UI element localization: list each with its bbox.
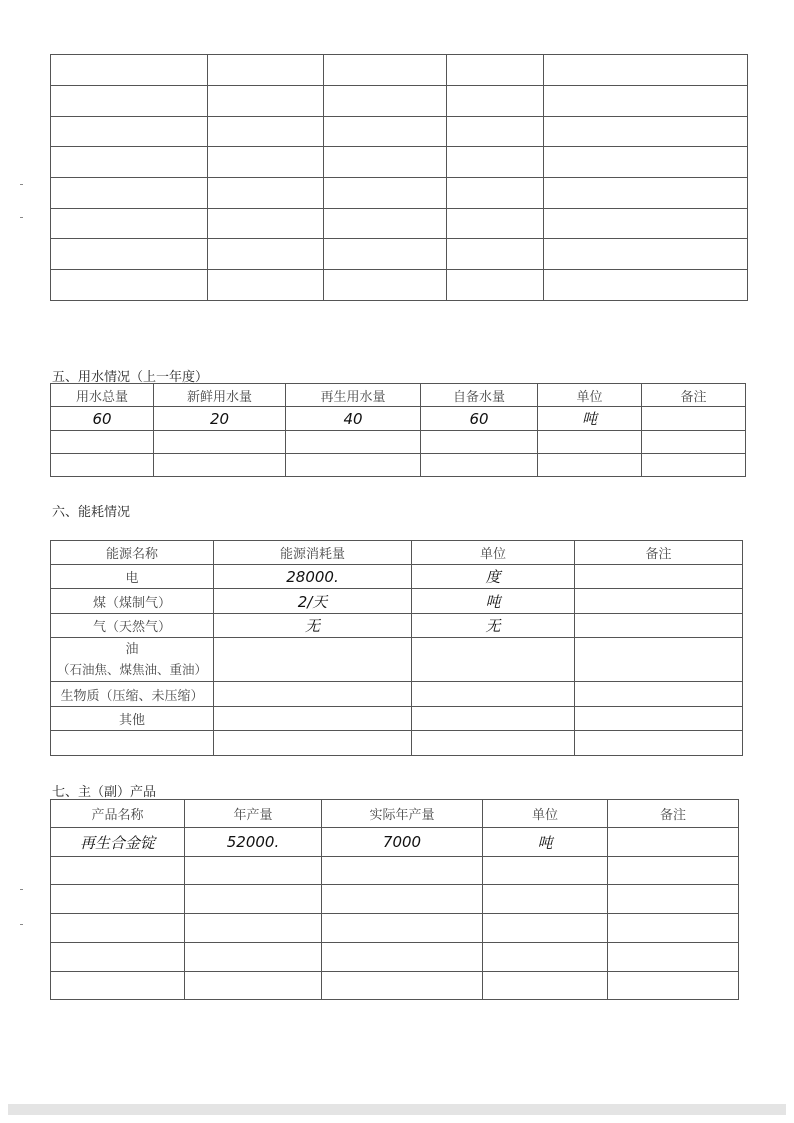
product-remarks-value [608,828,739,857]
header-annual-output: 年产量 [185,800,322,828]
table-cell [324,86,447,117]
table-cell [185,943,322,972]
table-cell [185,914,322,943]
table-cell [51,117,208,147]
header-self-supplied-water: 自备水量 [421,384,538,407]
table-cell [447,239,544,270]
fresh-water-value: 20 [154,407,286,431]
table-cell [483,972,608,1000]
product-name-value: 再生合金锭 [51,828,185,857]
table-cell [483,885,608,914]
table-cell [575,565,743,589]
table-cell [51,55,208,86]
table-cell [421,431,538,454]
header-remarks: 备注 [642,384,746,407]
table-cell [538,431,642,454]
table-cell [214,638,412,682]
scan-edge-bar [8,1104,786,1115]
table-cell [575,707,743,731]
table-cell [208,147,324,178]
table-cell [608,857,739,885]
section6-title: 六、能耗情况 [52,505,131,520]
table-cell [322,857,483,885]
table-cell [324,117,447,147]
table-cell [421,454,538,477]
header-energy-unit: 单位 [412,541,575,565]
table-cell [208,239,324,270]
table-cell [544,239,748,270]
energy-name-oil [51,638,214,682]
electricity-amount: 28000. [214,565,412,589]
table-cell [412,707,575,731]
table-cell [51,731,214,756]
scan-mark [20,217,23,218]
table-cell [324,147,447,178]
table-cell [412,682,575,707]
header-product-name: 产品名称 [51,800,185,828]
scan-mark [20,924,23,925]
table-cell [51,209,208,239]
table-cell [544,178,748,209]
table-cell [447,178,544,209]
header-recycled-water: 再生用水量 [286,384,421,407]
table-cell [322,943,483,972]
table-cell [575,638,743,682]
water-usage-table [50,383,746,477]
table-cell [642,454,746,477]
gas-amount: 无 [214,614,412,638]
section7-title: 七、主（副）产品 [52,785,157,800]
table-cell [608,914,739,943]
table-cell [608,885,739,914]
self-supplied-water-value: 60 [421,407,538,431]
table-cell [208,55,324,86]
top-blank-table [50,54,748,301]
header-energy-remarks: 备注 [575,541,743,565]
table-cell [51,885,185,914]
table-cell [412,731,575,756]
table-cell [322,914,483,943]
section5-title: 五、用水情况（上一年度） [52,370,209,385]
table-cell [544,270,748,301]
table-cell [447,117,544,147]
table-cell [51,857,185,885]
table-cell [324,239,447,270]
table-cell [51,943,185,972]
water-unit-value: 吨 [538,407,642,431]
table-cell [286,454,421,477]
scan-mark [20,184,23,185]
table-cell [608,972,739,1000]
table-cell [608,943,739,972]
header-product-unit: 单位 [483,800,608,828]
table-cell [324,209,447,239]
table-cell [185,857,322,885]
coal-unit: 吨 [412,589,575,614]
coal-amount: 2/天 [214,589,412,614]
table-cell [447,270,544,301]
energy-name-coal: 煤（煤制气） [51,589,214,614]
table-cell [324,55,447,86]
table-cell [286,431,421,454]
table-cell [322,972,483,1000]
table-cell [447,209,544,239]
header-energy-name: 能源名称 [51,541,214,565]
header-unit: 单位 [538,384,642,407]
actual-annual-output-value: 7000 [322,828,483,857]
table-cell [208,178,324,209]
scan-mark [20,889,23,890]
table-cell [214,682,412,707]
table-cell [185,885,322,914]
table-cell [322,885,483,914]
table-cell [412,638,575,682]
energy-name-gas: 气（天然气） [51,614,214,638]
table-cell [544,147,748,178]
table-cell [51,239,208,270]
total-water-value: 60 [51,407,154,431]
table-cell [538,454,642,477]
energy-name-electricity: 电 [51,565,214,589]
table-cell [208,209,324,239]
table-cell [575,614,743,638]
table-cell [208,86,324,117]
table-cell [154,454,286,477]
table-cell [483,914,608,943]
table-cell [483,943,608,972]
water-remarks-value [642,407,746,431]
table-cell [51,431,154,454]
header-total-water: 用水总量 [51,384,154,407]
table-cell [575,682,743,707]
header-product-remarks: 备注 [608,800,739,828]
header-actual-annual-output: 实际年产量 [322,800,483,828]
table-cell [324,178,447,209]
table-cell [51,147,208,178]
table-cell [483,857,608,885]
table-cell [208,117,324,147]
table-cell [544,86,748,117]
table-cell [214,707,412,731]
product-unit-value: 吨 [483,828,608,857]
table-cell [447,147,544,178]
table-cell [51,914,185,943]
table-cell [51,454,154,477]
table-cell [154,431,286,454]
energy-name-biomass: 生物质（压缩、未压缩） [51,682,214,707]
oil-label: 油 [125,641,139,657]
gas-unit: 无 [412,614,575,638]
energy-consumption-table [50,540,743,756]
table-cell [544,209,748,239]
recycled-water-value: 40 [286,407,421,431]
table-cell [51,972,185,1000]
table-cell [208,270,324,301]
table-cell [642,431,746,454]
electricity-unit: 度 [412,565,575,589]
table-cell [544,117,748,147]
table-cell [51,270,208,301]
table-cell [447,55,544,86]
annual-output-value: 52000. [185,828,322,857]
table-cell [51,86,208,117]
table-cell [544,55,748,86]
table-cell [51,178,208,209]
table-cell [447,86,544,117]
oil-sublabel: （石油焦、煤焦油、重油） [56,661,207,677]
table-cell [324,270,447,301]
table-cell [214,731,412,756]
table-cell [185,972,322,1000]
table-cell [575,589,743,614]
table-cell [575,731,743,756]
energy-name-other: 其他 [51,707,214,731]
header-energy-consumption: 能源消耗量 [214,541,412,565]
products-table [50,799,739,1000]
header-fresh-water: 新鲜用水量 [154,384,286,407]
